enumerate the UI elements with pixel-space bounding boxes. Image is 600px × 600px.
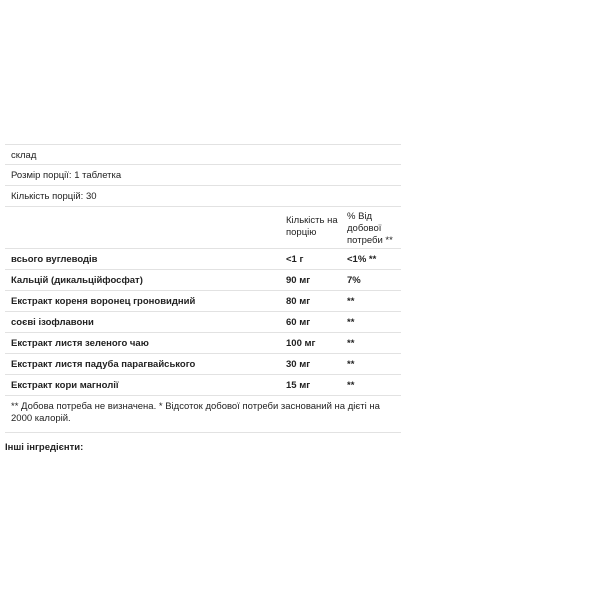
nutrient-daily-value: **	[347, 359, 355, 370]
nutrient-daily-value: **	[347, 317, 355, 328]
nutrient-daily-value: **	[347, 380, 355, 391]
nutrient-name: Екстракт листя падуба парагвайського	[11, 359, 196, 370]
nutrient-daily-value: **	[347, 338, 355, 349]
nutrient-daily-value: **	[347, 296, 355, 307]
nutrient-name: Кальцій (дикальційфосфат)	[11, 275, 143, 286]
nutrient-amount: 60 мг	[286, 317, 311, 328]
table-row	[5, 312, 401, 333]
table-row	[5, 354, 401, 375]
nutrient-name: всього вуглеводів	[11, 254, 98, 265]
table-row	[5, 333, 401, 354]
table-row	[5, 249, 401, 270]
serving-size: Розмір порції: 1 таблетка	[5, 165, 401, 186]
amount-column-header: Кількість на порцію	[286, 215, 338, 238]
nutrient-name: Екстракт кореня воронец гроновидний	[11, 296, 196, 307]
facts-title: склад	[5, 144, 401, 165]
nutrient-amount: 90 мг	[286, 275, 311, 286]
nutrient-amount: <1 г	[286, 254, 304, 265]
other-ingredients-label: Інші інгредієнти:	[5, 442, 84, 453]
table-row	[5, 270, 401, 291]
nutrient-amount: 15 мг	[286, 380, 311, 391]
nutrient-daily-value: 7%	[347, 275, 361, 286]
nutrient-name: Екстракт кори магнолії	[11, 380, 119, 391]
daily-value-column-header: % Від добової потреби **	[347, 211, 393, 246]
table-row	[5, 375, 401, 396]
column-header-row	[5, 207, 401, 249]
supplement-facts-table	[5, 144, 401, 433]
nutrient-amount: 80 мг	[286, 296, 311, 307]
table-row	[5, 291, 401, 312]
facts-footnote: ** Добова потреба не визначена. * Відсоток добової потреби заснований на дієті на 2000 калорій.	[5, 396, 401, 433]
nutrient-name: Екстракт листя зеленого чаю	[11, 338, 149, 349]
nutrient-daily-value: <1% **	[347, 254, 377, 265]
nutrient-amount: 30 мг	[286, 359, 311, 370]
servings-per-container: Кількість порцій: 30	[5, 186, 401, 207]
nutrient-amount: 100 мг	[286, 338, 316, 349]
nutrient-name: соєві ізофлавони	[11, 317, 94, 328]
